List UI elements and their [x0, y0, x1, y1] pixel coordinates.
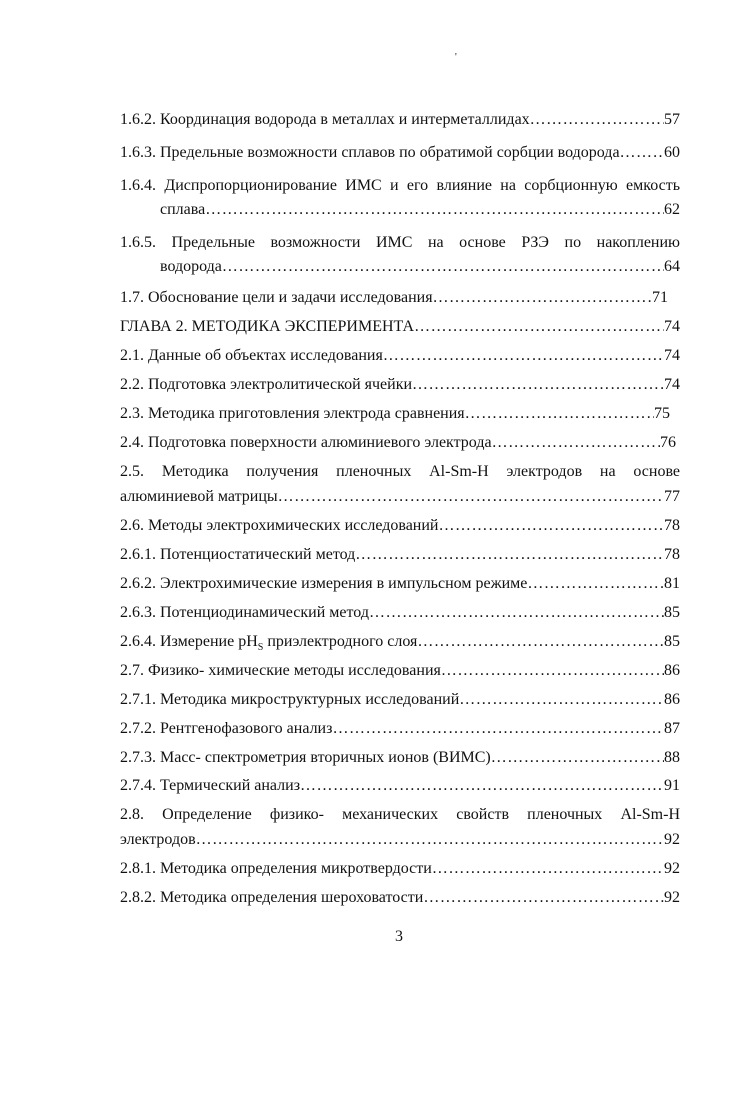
toc-entry-2-4[interactable]: 2.4. Подготовка поверхности алюминиевого электрода ………………………………………………………………………………………………………………………… 76 [120, 433, 676, 453]
toc-entry-2-7-1[interactable]: 2.7.1. Методика микроструктурных исследований ………………………………………………………………………………………………………………………… 86 [120, 690, 680, 710]
toc-entry-2-7-4[interactable]: 2.7.4. Термический анализ ………………………………………………………………………………………………………………………… 91 [120, 776, 680, 796]
page-number: 3 [395, 928, 403, 945]
toc-entry-1-6-5-line1[interactable]: 1.6.5. Предельные возможности ИМС на основе РЗЭ по накоплению [120, 234, 680, 251]
toc-entry-2-8-1[interactable]: 2.8.1. Методика определения микротвердости ………………………………………………………………………………………………………………………… 92 [120, 859, 680, 879]
toc-entry-2-2[interactable]: 2.2. Подготовка электролитической ячейки ………………………………………………………………………………………………………………………… 74 [120, 375, 680, 395]
toc-entry-1-6-4-line2[interactable]: сплава ………………………………………………………………………………………………………………………… 62 [160, 200, 680, 220]
toc-entry-2-5-line1[interactable]: 2.5. Методика получения пленочных Al-Sm-H электродов на основе [120, 463, 681, 480]
toc-entry-1-6-3[interactable]: 1.6.3. Предельные возможности сплавов по обратимой сорбции водорода ………………………………………………………………………………………………………………………… 60 [120, 143, 680, 163]
toc-entry-2-6-1[interactable]: 2.6.1. Потенциостатический метод ………………………………………………………………………………………………………………………… 78 [120, 545, 680, 565]
toc-entry-2-3[interactable]: 2.3. Методика приготовления электрода сравнения ………………………………………………………………………………………………………………………… 75 [120, 404, 670, 424]
toc-entry-2-7-2[interactable]: 2.7.2. Рентгенофазового анализ ………………………………………………………………………………………………………………………… 87 [120, 719, 680, 739]
toc-entry-2-7[interactable]: 2.7. Физико- химические методы исследования ………………………………………………………………………………………………………………………… 86 [120, 661, 680, 681]
toc-entry-2-6[interactable]: 2.6. Методы электрохимических исследований ………………………………………………………………………………………………………………………… 78 [120, 516, 680, 536]
toc-entry-2-6-2[interactable]: 2.6.2. Электрохимические измерения в импульсном режиме ………………………………………………………………………………………………………………………… 81 [120, 574, 680, 594]
toc-entry-2-6-4[interactable]: 2.6.4. Измерение $pH_S$ приэлектродного слоя ………………………………………………………………………………………………………………………… 85 [120, 632, 680, 658]
toc-entry-2-5-line2[interactable]: алюминиевой матрицы ………………………………………………………………………………………………………………………… 77 [120, 487, 680, 507]
toc-entry-2-8-2[interactable]: 2.8.2. Методика определения шероховатости ………………………………………………………………………………………………………………………… 92 [120, 888, 680, 908]
toc-entry-1-6-2[interactable]: 1.6.2. Координация водорода в металлах и интерметаллидах ………………………………………………………………………………………………………………………… 57 [120, 110, 680, 130]
toc-entry-2-6-3[interactable]: 2.6.3. Потенциодинамический метод ………………………………………………………………………………………………………………………… 85 [120, 603, 680, 623]
page-mark: ' [455, 52, 457, 63]
toc-entry-2-7-3[interactable]: 2.7.3. Масс- спектрометрия вторичных ионов (ВИМС) ………………………………………………………………………………………………………………………… 88 [120, 748, 680, 768]
toc-entry-chapter-2[interactable]: ГЛАВА 2. МЕТОДИКА ЭКСПЕРИМЕНТА ………………………………………………………………………………………………………………………… 74 [120, 317, 680, 337]
toc-entry-2-1[interactable]: 2.1. Данные об объектах исследования ………………………………………………………………………………………………………………………… 74 [120, 346, 680, 366]
toc-entry-1-7[interactable]: 1.7. Обоснование цели и задачи исследования ………………………………………………………………………………………………………………………… 71 [120, 288, 668, 308]
toc-entry-1-6-4-line1[interactable]: 1.6.4. Диспропорционирование ИМС и его влияние на сорбционную емкость [120, 177, 681, 194]
toc-entry-2-8-line2[interactable]: электродов ………………………………………………………………………………………………………………………… 92 [120, 830, 680, 850]
toc-entry-2-8-line1[interactable]: 2.8. Определение физико- механических свойств пленочных Al-Sm-H [120, 806, 680, 823]
toc-entry-1-6-5-line2[interactable]: водорода ………………………………………………………………………………………………………………………… 64 [160, 257, 680, 277]
